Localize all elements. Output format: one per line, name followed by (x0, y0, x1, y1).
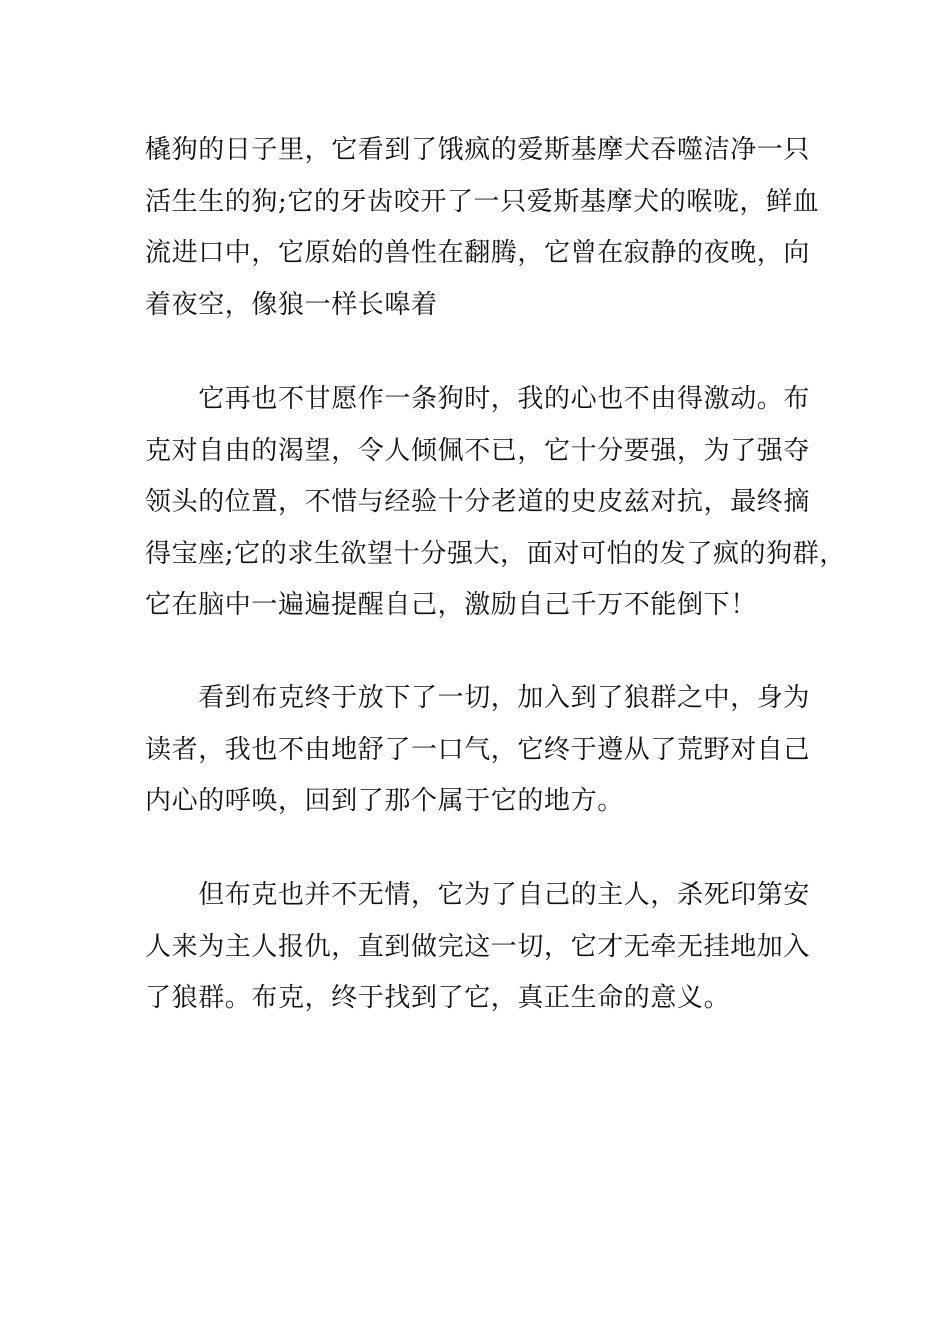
text-line: 读者，我也不由地舒了一口气，它终于遵从了荒野对自己 (145, 734, 811, 765)
text-line: 但布克也并不无情，它为了自己的主人，杀死印第安 (145, 880, 811, 910)
text-line: 领头的位置，不惜与经验十分老道的史皮兹对抗，最终摘 (145, 487, 811, 517)
paragraph-1 (145, 125, 820, 331)
paragraph-2 (145, 374, 846, 632)
text-line: 流进口中，它原始的兽性在翻腾，它曾在寂静的夜晚，向 (145, 238, 811, 268)
text-line: 着夜空，像狼一样长嗥着 (145, 289, 438, 320)
text-line: 橇狗的日子里，它看到了饿疯的爱斯基摩犬吞噬洁净一只 (145, 135, 811, 165)
text-line: 看到布克终于放下了一切，加入到了狼群之中，身为 (145, 683, 811, 713)
text-line: 它再也不甘愿作一条狗时，我的心也不由得激动。布 (145, 384, 811, 414)
text-line: 它在脑中一遍遍提醒自己，激励自己千万不能倒下！ (145, 590, 757, 620)
text-line: 得宝座;它的求生欲望十分强大，面对可怕的发了疯的狗群， (145, 538, 846, 569)
paragraph-3 (145, 673, 815, 828)
text-line: 活生生的狗;它的牙齿咬开了一只爱斯基摩犬的喉咙，鲜血 (145, 186, 820, 217)
text-line: 克对自由的渴望，令人倾佩不已，它十分要强，为了强夺 (145, 435, 811, 466)
text-line: 内心的呼唤，回到了那个属于它的地方。 (145, 786, 624, 816)
paragraph-4 (145, 870, 815, 1025)
text-line: 人来为主人报仇，直到做完这一切，它才无牵无挂地加入 (145, 931, 811, 962)
text-line: 了狼群。布克，终于找到了它，真正生命的意义。 (145, 983, 731, 1013)
